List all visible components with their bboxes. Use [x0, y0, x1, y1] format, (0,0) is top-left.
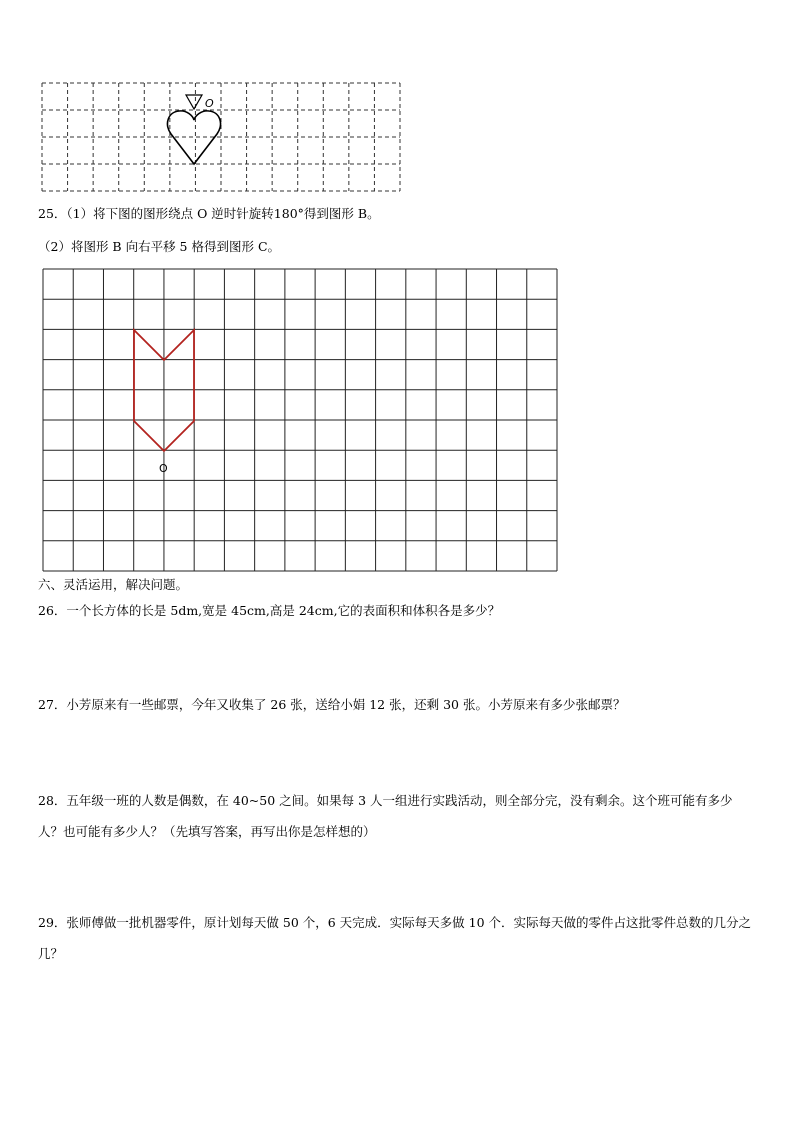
dashed-grid-figure — [42, 83, 404, 193]
question-29: 29．张师傅做一批机器零件，原计划每天做 50 个，6 天完成．实际每天多做 10 个．实际每天做的零件占这批零件总数的几分之几？ — [38, 915, 752, 961]
point-o-label-grid: O — [159, 462, 168, 475]
q25-line1: 25．（1）将下图的图形绕点 O 逆时针旋转180°得到图形 B。 — [38, 206, 380, 221]
question-28: 28．五年级一班的人数是偶数，在 40~50 之间。如果每 3 人一组进行实践活动，则全部分完，没有剩余。这个班可能有多少人？也可能有多少人？（先填写答案，再写出你是怎样想的） — [38, 793, 733, 839]
section-heading: 六、灵活运用，解决问题。 — [38, 577, 189, 592]
q25-line2: （2）将图形 B 向右平移 5 格得到图形 C。 — [38, 239, 281, 254]
question-27: 27．小芳原来有一些邮票，今年又收集了 26 张，送给小娟 12 张，还剩 30 张。小芳原来有多少张邮票？ — [38, 697, 626, 712]
triangle-marker — [186, 95, 202, 109]
point-o-label: O — [205, 97, 214, 110]
question-26: 26．一个长方体的长是 5dm,宽是 45cm,高是 24cm,它的表面积和体积各是多少？ — [38, 603, 501, 618]
solid-grid-figure — [43, 269, 559, 573]
